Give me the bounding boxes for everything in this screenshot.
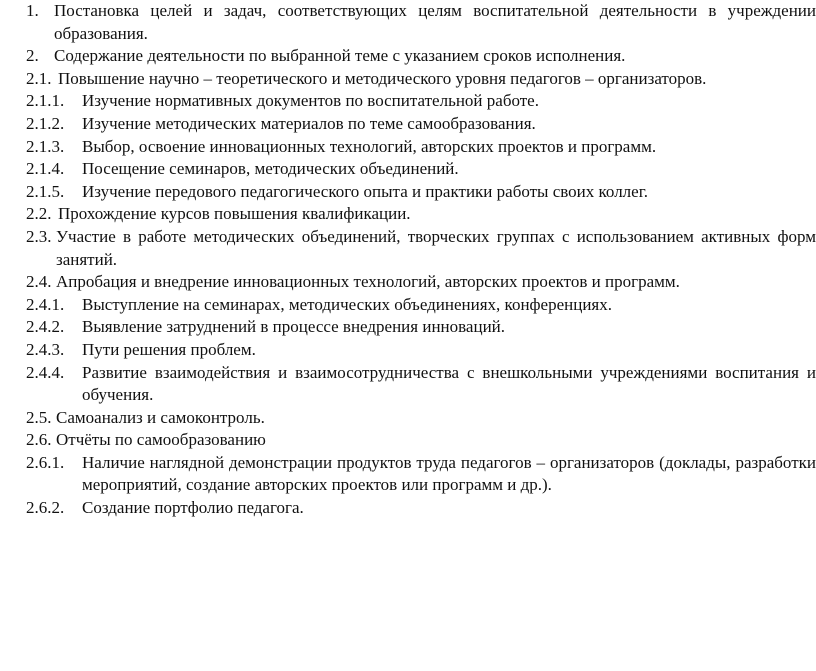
item-text: Выступление на семинарах, методических объединениях, конференциях. bbox=[82, 294, 613, 314]
item-text: Самоанализ и самоконтроль. bbox=[56, 407, 265, 427]
list-item bbox=[26, 181, 816, 204]
item-text: Изучение методических материалов по теме самообразования. bbox=[82, 113, 536, 133]
item-number: 1. bbox=[26, 1, 39, 20]
list-item bbox=[26, 136, 816, 159]
item-text: Апробация и внедрение инновационных технологий, авторских проектов и программ. bbox=[56, 272, 680, 292]
list-item bbox=[26, 407, 816, 430]
item-number: 2.2. bbox=[26, 204, 52, 224]
item-number: 2.1.1. bbox=[26, 91, 65, 111]
item-text: Постановка целей и задач, соответствующих целям воспитательной деятельности в учреждении образования. bbox=[54, 1, 816, 43]
item-number: 2.6. bbox=[26, 430, 52, 450]
item-number: 2.4. bbox=[26, 272, 52, 292]
item-text: Повышение научно – теоретического и методического уровня педагогов – организаторов. bbox=[58, 68, 707, 88]
item-text: Прохождение курсов повышения квалификации. bbox=[58, 204, 411, 224]
list-item bbox=[26, 203, 816, 226]
item-number: 2.1.4. bbox=[26, 159, 65, 179]
item-number: 2.5. bbox=[26, 407, 52, 427]
item-text: Пути решения проблем. bbox=[82, 339, 256, 359]
list-item bbox=[26, 429, 816, 452]
item-text: Отчёты по самообразованию bbox=[56, 430, 266, 450]
list-item bbox=[26, 497, 816, 520]
item-number: 2.3. bbox=[26, 226, 52, 246]
list-item bbox=[26, 68, 816, 91]
item-text: Изучение передового педагогического опыта и практики работы своих коллег. bbox=[82, 181, 649, 201]
item-text: Посещение семинаров, методических объединений. bbox=[82, 159, 459, 179]
list-item bbox=[26, 90, 816, 113]
item-number: 2. bbox=[26, 46, 39, 66]
item-number: 2.4.1. bbox=[26, 294, 65, 314]
list-item bbox=[26, 45, 816, 68]
item-number: 2.1. bbox=[26, 68, 52, 88]
list-item bbox=[26, 316, 816, 339]
item-number: 2.1.2. bbox=[26, 113, 65, 133]
item-number: 2.1.5. bbox=[26, 181, 65, 201]
item-number: 2.1.3. bbox=[26, 136, 65, 156]
list-item bbox=[26, 158, 816, 181]
list-item bbox=[26, 113, 816, 136]
item-text: Содержание деятельности по выбранной теме с указанием сроков исполнения. bbox=[54, 46, 626, 66]
item-text: Выбор, освоение инновационных технологий, авторских проектов и программ. bbox=[82, 136, 657, 156]
item-text: Выявление затруднений в процессе внедрения инноваций. bbox=[82, 317, 506, 337]
list-item bbox=[26, 294, 816, 317]
item-text: Развитие взаимодействия и взаимосотрудничества с внешкольными учреждениями воспитания и обучения. bbox=[82, 362, 816, 405]
list-item bbox=[26, 271, 816, 294]
list-item bbox=[26, 452, 816, 497]
item-number: 2.4.2. bbox=[26, 317, 65, 337]
document-body bbox=[26, 0, 816, 520]
item-number: 2.6.2. bbox=[26, 498, 65, 518]
item-number: 2.4.3. bbox=[26, 339, 65, 359]
list-item bbox=[26, 0, 816, 45]
item-text: Наличие наглядной демонстрации продуктов труда педагогов – организаторов (доклады, разработки мероприятий, создание авторских проектов или программ и др.). bbox=[82, 452, 816, 495]
item-text: Изучение нормативных документов по воспитательной работе. bbox=[82, 91, 539, 111]
item-text: Участие в работе методических объединений, творческих группах с использованием активных форм занятий. bbox=[56, 226, 816, 269]
item-text: Создание портфолио педагога. bbox=[82, 498, 304, 518]
item-number: 2.4.4. bbox=[26, 362, 65, 382]
item-number: 2.6.1. bbox=[26, 452, 65, 472]
list-item bbox=[26, 226, 816, 271]
list-item bbox=[26, 339, 816, 362]
list-item bbox=[26, 362, 816, 407]
